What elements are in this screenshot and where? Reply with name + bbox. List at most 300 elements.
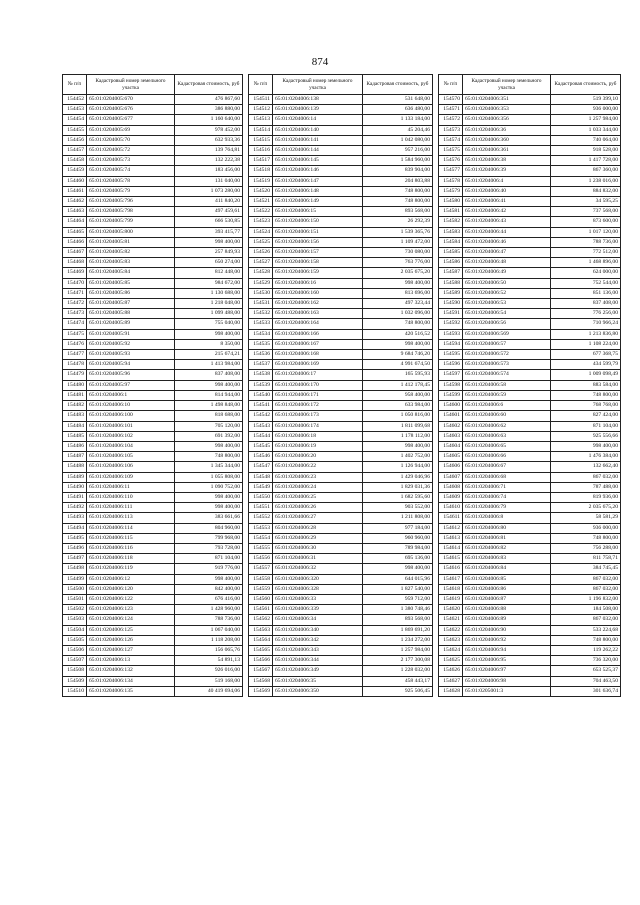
cadastral-number: 65:01:0204005:92	[87, 339, 175, 349]
cadastral-number: 65:01:0204005:676	[87, 105, 175, 115]
row-number: 154590	[439, 299, 463, 309]
table-row	[63, 248, 243, 258]
row-number: 154517	[249, 156, 273, 166]
row-number: 154551	[249, 503, 273, 513]
row-number: 154468	[63, 258, 87, 268]
cadastral-value: 984 672,00	[175, 278, 243, 288]
row-number: 154477	[63, 350, 87, 360]
cadastral-number: 65:01:0204006:62	[463, 421, 551, 431]
cadastral-value: 998 400,00	[363, 441, 433, 451]
table-row	[439, 146, 621, 156]
cadastral-value: 998 400,00	[363, 339, 433, 349]
cadastral-value: 837 408,00	[175, 370, 243, 380]
cadastral-number: 65:01:0204006:104	[87, 441, 175, 451]
cadastral-value: 1 827 540,00	[363, 584, 433, 594]
cadastral-number: 65:01:0204006:100	[87, 411, 175, 421]
cadastral-value: 384 745,45	[551, 564, 621, 574]
table-row	[63, 186, 243, 196]
table-row	[63, 217, 243, 227]
cadastral-number: 65:01:0204006:174	[273, 421, 363, 431]
table-row	[63, 125, 243, 135]
table-row	[439, 513, 621, 523]
table-row	[439, 574, 621, 584]
cadastral-number: 65:01:0204006:88	[463, 605, 551, 615]
table-row	[63, 278, 243, 288]
cadastral-value: 737 568,00	[551, 207, 621, 217]
cadastral-value: 215 674,21	[175, 350, 243, 360]
row-number: 154568	[249, 676, 273, 686]
cadastral-number: 65:01:0204006:30	[273, 543, 363, 553]
cadastral-value: 1 042 080,00	[363, 135, 433, 145]
table-row	[439, 431, 621, 441]
cadastral-value: 184 508,00	[551, 605, 621, 615]
table-row	[63, 431, 243, 441]
row-number: 154561	[249, 605, 273, 615]
cadastral-number: 65:01:0204006:24	[273, 482, 363, 492]
cadastral-number: 65:01:0204006:115	[87, 533, 175, 543]
cadastral-value: 1 584 960,00	[363, 156, 433, 166]
cadastral-value: 1 032 096,00	[363, 309, 433, 319]
table-row	[63, 299, 243, 309]
row-number: 154467	[63, 248, 87, 258]
cadastral-value: 813 696,00	[363, 288, 433, 298]
cadastral-number: 65:01:0204006:74	[463, 492, 551, 502]
cadastral-number: 65:01:0204006:147	[273, 176, 363, 186]
row-number: 154484	[63, 421, 87, 431]
cadastral-number: 65:01:0204006:149	[273, 197, 363, 207]
cadastral-number: 65:01:0204006:151	[273, 227, 363, 237]
table-row	[63, 574, 243, 584]
cadastral-value: 1 009 098,49	[551, 370, 621, 380]
table-row	[63, 421, 243, 431]
row-number: 154535	[249, 339, 273, 349]
table-row	[439, 248, 621, 258]
table-row	[249, 513, 433, 523]
table-row	[439, 105, 621, 115]
cadastral-value: 1 228 032,00	[363, 666, 433, 676]
cadastral-value: 998 400,00	[175, 441, 243, 451]
cadastral-value: 1 811 099,68	[363, 421, 433, 431]
row-number: 154479	[63, 370, 87, 380]
row-number: 154595	[439, 350, 463, 360]
row-number: 154575	[439, 146, 463, 156]
table-row	[63, 441, 243, 451]
row-number: 154625	[439, 656, 463, 666]
cadastral-number: 65:01:0204006:105	[87, 452, 175, 462]
row-number: 154512	[249, 105, 273, 115]
row-number: 154548	[249, 472, 273, 482]
cadastral-value: 884 832,00	[551, 186, 621, 196]
cadastral-number: 65:01:0204006:101	[87, 421, 175, 431]
cadastral-value: 768 768,00	[551, 401, 621, 411]
cadastral-value: 1 402 752,00	[363, 452, 433, 462]
cadastral-value: 893 568,00	[363, 615, 433, 625]
table-row	[249, 95, 433, 105]
table-row	[439, 197, 621, 207]
cadastral-value: 1 126 944,00	[363, 462, 433, 472]
row-number: 154494	[63, 523, 87, 533]
row-number: 154474	[63, 319, 87, 329]
cadastral-number: 65:01:0204005:799	[87, 217, 175, 227]
cadastral-value: 867 032,00	[551, 615, 621, 625]
row-number: 154606	[439, 462, 463, 472]
cadastral-number: 65:01:0204006:150	[273, 217, 363, 227]
cadastral-value: 1 218 048,00	[175, 299, 243, 309]
row-number: 154490	[63, 482, 87, 492]
row-number: 154493	[63, 513, 87, 523]
row-number: 154472	[63, 299, 87, 309]
row-number: 154465	[63, 227, 87, 237]
header-cadastral: Кадастровый номер земельного участка	[87, 75, 175, 95]
cadastral-number: 65:01:0204006:340	[273, 625, 363, 635]
register-table-1	[62, 74, 243, 697]
cadastral-value: 710 966,24	[551, 319, 621, 329]
row-number: 154534	[249, 329, 273, 339]
cadastral-number: 65:01:0204005:81	[87, 237, 175, 247]
cadastral-number: 65:01:0204006:12	[87, 574, 175, 584]
table-row	[249, 452, 433, 462]
row-number: 154495	[63, 533, 87, 543]
cadastral-number: 65:01:0204006:41	[463, 197, 551, 207]
cadastral-value: 519 399,10	[551, 95, 621, 105]
cadastral-number: 65:01:0204006:141	[273, 135, 363, 145]
row-number: 154585	[439, 248, 463, 258]
row-number: 154609	[439, 492, 463, 502]
table-row	[439, 380, 621, 390]
cadastral-value: 2 035 675,20	[551, 503, 621, 513]
cadastral-number: 65:01:0204006:1	[87, 390, 175, 400]
cadastral-number: 65:01:0204006:118	[87, 554, 175, 564]
cadastral-number: 65:01:0204005:798	[87, 207, 175, 217]
cadastral-number: 65:01:0204006:36	[463, 125, 551, 135]
cadastral-value: 959 712,00	[363, 594, 433, 604]
table-row	[249, 105, 433, 115]
table-row	[63, 676, 243, 686]
table-row	[249, 686, 433, 696]
table-row	[63, 370, 243, 380]
cadastral-value: 1 345 344,00	[175, 462, 243, 472]
cadastral-number: 65:01:0204006:360	[463, 135, 551, 145]
cadastral-number: 65:01:0204006:127	[87, 645, 175, 655]
table-row	[249, 635, 433, 645]
cadastral-number: 65:01:0204006:44	[463, 227, 551, 237]
table-row	[439, 625, 621, 635]
row-number: 154617	[439, 574, 463, 584]
row-number: 154536	[249, 350, 273, 360]
cadastral-value: 1 429 046,96	[363, 472, 433, 482]
cadastral-value: 624 000,00	[551, 268, 621, 278]
cadastral-number: 65:01:0204005:93	[87, 350, 175, 360]
cadastral-number: 65:01:0204006:148	[273, 186, 363, 196]
cadastral-value: 755 040,00	[175, 319, 243, 329]
cadastral-value: 752 544,00	[551, 278, 621, 288]
cadastral-number: 65:01:0204006:60	[463, 411, 551, 421]
cadastral-value: 650 274,00	[175, 258, 243, 268]
cadastral-value: 183 456,00	[175, 166, 243, 176]
cadastral-value: 1 468 896,00	[551, 258, 621, 268]
cadastral-value: 1 234 272,00	[363, 635, 433, 645]
row-number: 154623	[439, 635, 463, 645]
table-row	[249, 360, 433, 370]
cadastral-number: 65:01:0204005:87	[87, 299, 175, 309]
cadastral-value: 40 419 694,06	[175, 686, 243, 696]
table-row	[439, 268, 621, 278]
cadastral-number: 65:01:0204006:92	[463, 635, 551, 645]
register-table-3	[438, 74, 621, 697]
cadastral-value: 789 984,00	[363, 543, 433, 553]
cadastral-value: 936 000,00	[551, 105, 621, 115]
cadastral-number: 65:01:0204006:52	[463, 288, 551, 298]
cadastral-value: 827 424,00	[551, 411, 621, 421]
cadastral-value: 851 136,00	[551, 288, 621, 298]
cadastral-value: 411 840,20	[175, 197, 243, 207]
row-number: 154603	[439, 431, 463, 441]
row-number: 154540	[249, 390, 273, 400]
cadastral-value: 919 776,00	[175, 564, 243, 574]
cadastral-number: 65:01:0204005:89	[87, 319, 175, 329]
table-row	[249, 584, 433, 594]
row-number: 154565	[249, 645, 273, 655]
table-row	[249, 482, 433, 492]
row-number: 154482	[63, 401, 87, 411]
row-number: 154558	[249, 574, 273, 584]
cadastral-number: 65:01:0204006:79	[463, 503, 551, 513]
header-value: Кадастровая стоимость, руб	[175, 75, 243, 95]
row-number: 154550	[249, 492, 273, 502]
cadastral-number: 65:01:0204005:796	[87, 197, 175, 207]
table-row	[249, 431, 433, 441]
row-number: 154499	[63, 574, 87, 584]
cadastral-value: 393 415,77	[175, 227, 243, 237]
table-row	[439, 125, 621, 135]
cadastral-number: 65:01:0204006:50	[463, 278, 551, 288]
cadastral-number: 65:01:0204006:166	[273, 329, 363, 339]
table-row	[249, 186, 433, 196]
cadastral-number: 65:01:0204006:119	[87, 564, 175, 574]
cadastral-number: 65:01:0204006:16	[273, 278, 363, 288]
row-number: 154610	[439, 503, 463, 513]
cadastral-number: 65:01:0204006:47	[463, 248, 551, 258]
cadastral-value: 756 288,00	[551, 543, 621, 553]
cadastral-number: 65:01:0204006:35	[273, 676, 363, 686]
cadastral-number: 65:01:0204006:81	[463, 533, 551, 543]
table-row	[439, 278, 621, 288]
table-row	[439, 360, 621, 370]
cadastral-number: 65:01:0204006:10	[87, 401, 175, 411]
table-row	[249, 309, 433, 319]
table-row	[63, 339, 243, 349]
table-row	[63, 452, 243, 462]
cadastral-value: 867 032,00	[551, 584, 621, 594]
table-row	[63, 523, 243, 533]
row-number: 154572	[439, 115, 463, 125]
cadastral-number: 65:01:0204006:59	[463, 390, 551, 400]
table-row	[439, 482, 621, 492]
row-number: 154470	[63, 278, 87, 288]
table-row	[439, 237, 621, 247]
row-number: 154554	[249, 533, 273, 543]
cadastral-number: 65:01:0204006:361	[463, 146, 551, 156]
table-row	[249, 370, 433, 380]
row-number: 154492	[63, 503, 87, 513]
cadastral-value: 998 400,00	[363, 278, 433, 288]
cadastral-value: 677 368,75	[551, 350, 621, 360]
table-row	[249, 166, 433, 176]
row-number: 154552	[249, 513, 273, 523]
cadastral-number: 65:01:0204006:68	[463, 472, 551, 482]
table-row	[63, 258, 243, 268]
cadastral-number: 65:01:0205001:3	[463, 686, 551, 696]
table-row	[439, 288, 621, 298]
row-number: 154570	[439, 95, 463, 105]
cadastral-number: 65:01:0204006:164	[273, 319, 363, 329]
row-number: 154524	[249, 227, 273, 237]
table-row	[63, 197, 243, 207]
cadastral-value: 695 136,00	[363, 554, 433, 564]
cadastral-value: 705 120,00	[175, 421, 243, 431]
cadastral-number: 65:01:0204006:90	[463, 625, 551, 635]
row-number: 154541	[249, 401, 273, 411]
cadastral-value: 998 400,00	[175, 492, 243, 502]
cadastral-value: 131 040,00	[175, 176, 243, 186]
cadastral-number: 65:01:0204006:125	[87, 625, 175, 635]
cadastral-value: 1 099 488,00	[175, 309, 243, 319]
table-row	[63, 390, 243, 400]
cadastral-number: 65:01:0204006:17	[273, 370, 363, 380]
cadastral-value: 958 400,00	[363, 390, 433, 400]
row-number: 154543	[249, 421, 273, 431]
row-number: 154476	[63, 339, 87, 349]
cadastral-number: 65:01:0204006:171	[273, 390, 363, 400]
row-number: 154491	[63, 492, 87, 502]
cadastral-value: 519 168,00	[175, 676, 243, 686]
table-row	[63, 666, 243, 676]
table-row	[63, 503, 243, 513]
row-number: 154531	[249, 299, 273, 309]
row-number: 154501	[63, 594, 87, 604]
row-number: 154592	[439, 319, 463, 329]
table-row	[63, 605, 243, 615]
row-number: 154583	[439, 227, 463, 237]
row-number: 154555	[249, 543, 273, 553]
row-number: 154481	[63, 390, 87, 400]
cadastral-value: 653 525,37	[551, 666, 621, 676]
cadastral-number: 65:01:0204006:132	[87, 666, 175, 676]
cadastral-value: 787 488,00	[551, 482, 621, 492]
row-number: 154503	[63, 615, 87, 625]
table-row	[249, 299, 433, 309]
register-columns	[62, 74, 620, 900]
cadastral-value: 925 556,66	[551, 431, 621, 441]
cadastral-value: 748 800,00	[175, 452, 243, 462]
table-row	[439, 319, 621, 329]
cadastral-number: 65:01:0204006:56	[463, 319, 551, 329]
cadastral-value: 871 104,00	[551, 421, 621, 431]
cadastral-value: 54 891,13	[175, 656, 243, 666]
row-number: 154577	[439, 166, 463, 176]
cadastral-number: 65:01:0204006:138	[273, 95, 363, 105]
cadastral-number: 65:01:0204005:86	[87, 288, 175, 298]
cadastral-number: 65:01:0204006:572	[463, 350, 551, 360]
cadastral-number: 65:01:0204006:26	[273, 503, 363, 513]
table-row	[249, 319, 433, 329]
cadastral-value: 763 776,00	[363, 258, 433, 268]
cadastral-number: 65:01:0204006:4	[463, 176, 551, 186]
cadastral-value: 748 800,00	[363, 319, 433, 329]
cadastral-value: 772 512,00	[551, 248, 621, 258]
table-row	[249, 666, 433, 676]
cadastral-number: 65:01:0204005:88	[87, 309, 175, 319]
cadastral-number: 65:01:0204006:86	[463, 584, 551, 594]
row-number: 154556	[249, 554, 273, 564]
cadastral-number: 65:01:0204005:96	[87, 370, 175, 380]
table-row	[249, 278, 433, 288]
table-row	[249, 125, 433, 135]
table-row	[249, 207, 433, 217]
cadastral-number: 65:01:0204006:116	[87, 543, 175, 553]
cadastral-value: 748 800,00	[551, 390, 621, 400]
row-number: 154500	[63, 584, 87, 594]
table-row	[249, 441, 433, 451]
row-number: 154616	[439, 564, 463, 574]
cadastral-value: 632 933,36	[175, 135, 243, 145]
table-row	[249, 329, 433, 339]
table-row	[249, 135, 433, 145]
row-number: 154533	[249, 319, 273, 329]
row-number: 154594	[439, 339, 463, 349]
cadastral-value: 497 323,44	[363, 299, 433, 309]
row-number: 154520	[249, 186, 273, 196]
cadastral-number: 65:01:0204005:85	[87, 278, 175, 288]
cadastral-value: 8 350,00	[175, 339, 243, 349]
row-number: 154528	[249, 268, 273, 278]
table-row	[249, 421, 433, 431]
table-row	[439, 533, 621, 543]
row-number: 154591	[439, 309, 463, 319]
row-number: 154557	[249, 564, 273, 574]
cadastral-value: 1 178 112,00	[363, 431, 433, 441]
table-row	[249, 248, 433, 258]
table-row	[439, 135, 621, 145]
table-row	[63, 401, 243, 411]
cadastral-number: 65:01:0204006:123	[87, 605, 175, 615]
page-number: 874	[311, 56, 329, 68]
cadastral-value: 434 599,79	[551, 360, 621, 370]
table-row	[63, 380, 243, 390]
row-number: 154586	[439, 258, 463, 268]
table-row	[63, 360, 243, 370]
header-num: № п/п	[249, 75, 273, 95]
cadastral-number: 65:01:0204006:11	[87, 482, 175, 492]
cadastral-value: 873 600,00	[551, 217, 621, 227]
cadastral-value: 837 408,00	[551, 299, 621, 309]
cadastral-value: 156 065,76	[175, 645, 243, 655]
cadastral-number: 65:01:0204005:82	[87, 248, 175, 258]
row-number: 154563	[249, 625, 273, 635]
table-row	[63, 686, 243, 696]
cadastral-number: 65:01:0204006:58	[463, 380, 551, 390]
table-row	[249, 503, 433, 513]
table-row	[439, 594, 621, 604]
table-row	[63, 176, 243, 186]
row-number: 154513	[249, 115, 273, 125]
cadastral-value: 883 584,00	[551, 380, 621, 390]
table-row	[249, 564, 433, 574]
row-number: 154508	[63, 666, 87, 676]
cadastral-value: 818 688,00	[175, 411, 243, 421]
cadastral-value: 1 869 691,20	[363, 625, 433, 635]
header-value: Кадастровая стоимость, руб	[363, 75, 433, 95]
